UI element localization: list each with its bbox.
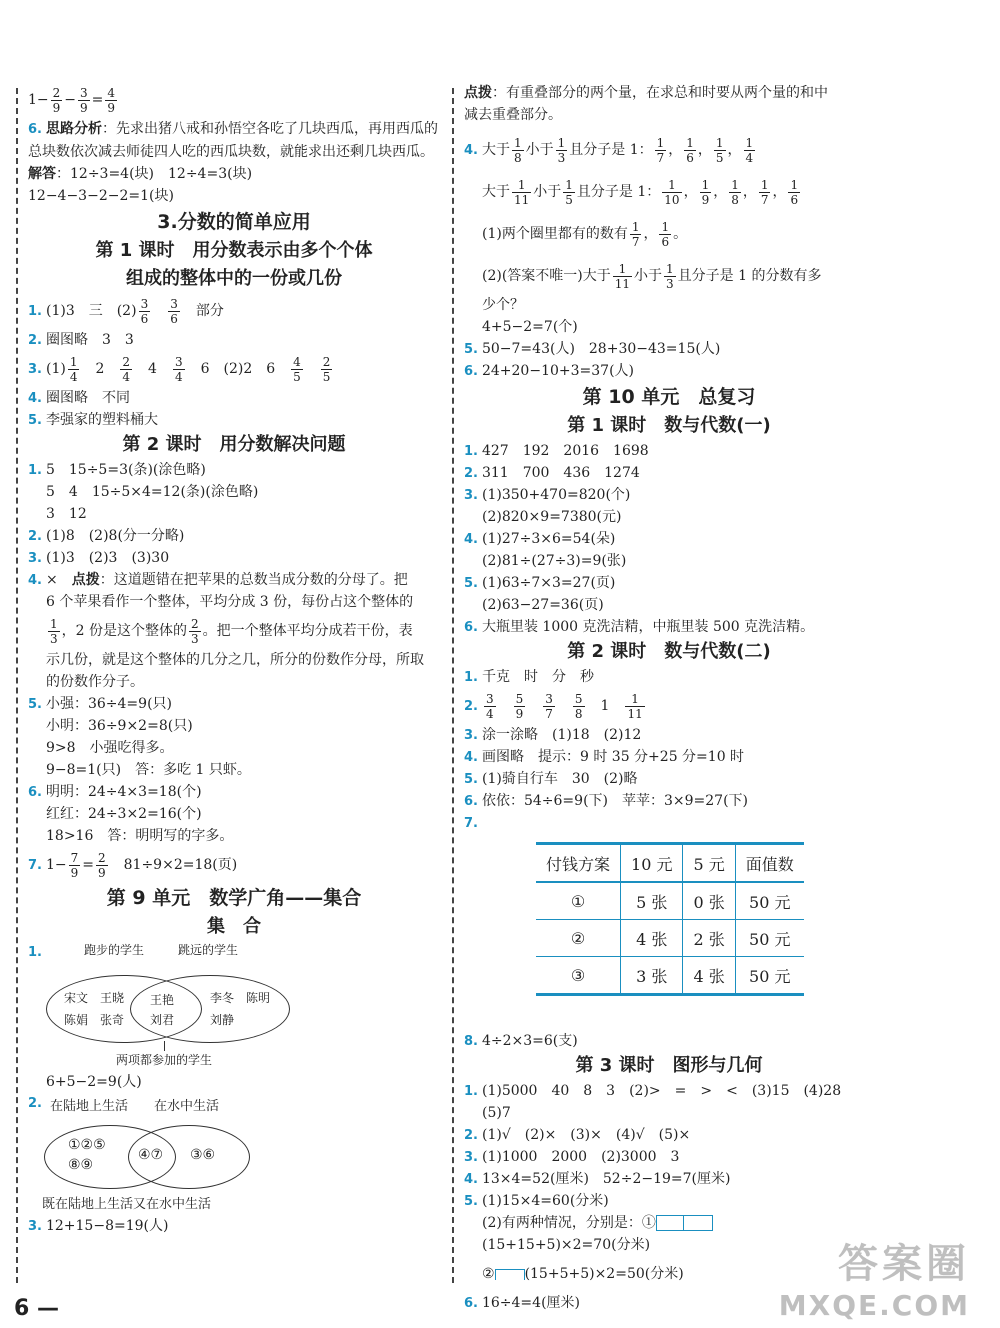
venn-text: ①②⑤ — [68, 1137, 106, 1153]
fraction: $\frac{5}{8}$ — [574, 691, 583, 721]
fraction: $\frac{1}{7}$ — [656, 135, 665, 165]
answer-line: (2)81÷(27÷3)=9(张) — [482, 553, 627, 569]
fraction: $\frac{5}{9}$ — [515, 691, 524, 721]
venn-text: ④⑦ — [138, 1147, 164, 1163]
answer-6: 6. 24+20−10+3=37(人) — [464, 363, 634, 379]
answer-line: 少个？ — [482, 297, 524, 313]
answer-1: 1. (1)5000 40 8 3 (2)> = > < (3)15 (4)28 — [464, 1083, 842, 1099]
fraction: $\frac{2}{4}$ — [122, 354, 131, 384]
venn-text: 李冬 陈明 — [210, 991, 271, 1005]
unit-title: 第 9 单元 数学广角——集合 — [106, 887, 362, 909]
column-header: 5 元 — [683, 844, 735, 883]
answer-line: 1− $\frac{2}{9}$ − $\frac{3}{9}$ = $\frac{4}{9}$ — [28, 85, 116, 115]
venn-text: ⑧⑨ — [68, 1157, 94, 1173]
answer-3: 3. (1)350+470=820(个) — [464, 487, 631, 503]
fraction: $\frac{1}{11}$ — [627, 691, 643, 721]
table-row: ③ 3 张 4 张 50 元 — [536, 957, 804, 995]
venn-label: 跑步的学生 — [84, 943, 145, 957]
fraction: $\frac{1}{7}$ — [760, 177, 769, 207]
fraction: $\frac{2}{9}$ — [98, 850, 106, 880]
fraction: $\frac{3}{4}$ — [485, 691, 494, 721]
fraction: $\frac{1}{6}$ — [661, 219, 670, 249]
venn-label: 跳远的学生 — [178, 943, 239, 957]
answer-line: 的份数作分子。 — [46, 674, 144, 690]
lesson-title: 第 2 课时 用分数解决问题 — [122, 434, 346, 455]
lesson-title: 第 1 课时 用分数表示由多个个体 — [95, 240, 373, 261]
answer-5: 5. 50−7=43(人) 28+30−43=15(人) — [464, 341, 721, 357]
answer-6: 6. 大瓶里装 1000 克洗洁精，中瓶里装 500 克洗洁精。 — [464, 619, 815, 635]
answer-2: 2. 圈图略 3 3 — [28, 332, 134, 348]
left-margin-dashes — [16, 88, 18, 1283]
right-column — [464, 82, 874, 1314]
answer-4: 4. 画图略 提示：9 时 35 分+25 分=10 时 — [464, 749, 745, 765]
answer-line: 3 12 — [46, 506, 87, 522]
table-row: ① 5 张 0 张 50 元 — [536, 882, 804, 920]
answer-8: 8. 4÷2×3=6(支) — [464, 1033, 578, 1049]
answer-line: ② (15+5+5)×2=50(分米) — [482, 1266, 684, 1282]
answer-1: 1. 跑步的学生 跳远的学生 — [28, 943, 239, 960]
answer-line: 大于 $\frac{1}{11}$ 小于 $\frac{1}{5}$ 且分子是 1： $\frac{1}{10}$ ， $\frac{1}{9}$ ， $\frac{1}{8}$ ， $\frac{1}{7}$ ， $\frac{1}{6}$ — [482, 177, 799, 207]
answer-line: 18>16 答：明明写的字多。 — [46, 828, 234, 844]
answer-1: 1. 千克 时 分 秒 — [464, 669, 594, 685]
answer-5: 5. 李强家的塑料桶大 — [28, 412, 158, 428]
rectangle-drawing — [684, 1215, 713, 1231]
answer-6-solution: 解答：12÷3=4(块) 12÷4=3(块) — [28, 166, 253, 182]
venn-text: 王艳 — [150, 993, 175, 1007]
lesson-title: 组成的整体中的一份或几份 — [126, 268, 342, 289]
answer-3: 3. 涂一涂略 (1)18 (2)12 — [464, 727, 642, 743]
answer-6-analysis: 6. 思路分析：先求出猪八戒和孙悟空各吃了几块西瓜，再用西瓜的总块数依次减去师徒四人吃的西瓜块数，就能求出还剩几块西瓜。 — [28, 121, 438, 160]
answer-4: 4. 圈图略 不同 — [28, 390, 130, 406]
answer-5: 5. 小强：36÷4=9(只) — [28, 696, 172, 712]
venn-text: 刘君 — [150, 1013, 175, 1027]
fraction: $\frac{1}{7}$ — [631, 219, 640, 249]
fraction: $\frac{1}{4}$ — [745, 135, 754, 165]
answer-2: 2. (1)√ (2)× (3)× (4)√ (5)× — [464, 1127, 691, 1143]
fraction: $\frac{3}{9}$ — [80, 85, 88, 115]
venn-diagram-sports — [42, 967, 302, 1067]
answer-6: 6. 明明：24÷4×3=18(个) — [28, 784, 202, 800]
arrow — [164, 1041, 165, 1051]
fraction: $\frac{1}{8}$ — [731, 177, 739, 207]
answer-line: 6 个苹果看作一个整体，平均分成 3 份，每份占这个整体的 — [46, 594, 414, 610]
venn-circle — [130, 975, 290, 1043]
answer-line: 6+5−2=9(人) — [46, 1074, 142, 1090]
venn-text: 陈娟 张奇 — [64, 1013, 125, 1027]
fraction: $\frac{1}{3}$ — [50, 616, 58, 646]
fraction: $\frac{1}{11}$ — [514, 177, 530, 207]
answer-line: (2)(答案不唯一)大于 $\frac{1}{11}$ 小于 $\frac{1}{3}$ 且分子是 1 的分数有多 — [482, 261, 822, 291]
answer-7: 7. 1− $\frac{7}{9}$ = $\frac{2}{9}$ 81÷9×2=18(页) — [28, 850, 238, 880]
venn-text: ③⑥ — [190, 1147, 216, 1163]
answer-3: 3. (1)3 (2)3 (3)30 — [28, 550, 170, 566]
fraction: $\frac{4}{5}$ — [293, 354, 301, 384]
fraction: $\frac{3}{6}$ — [170, 296, 178, 326]
column-header: 10 元 — [621, 844, 683, 883]
answer-4: 4. 13×4=52(厘米) 52÷2−19=7(厘米) — [464, 1171, 731, 1187]
fraction: $\frac{3}{4}$ — [174, 354, 183, 384]
venn-label: 既在陆地上生活又在水中生活 — [42, 1197, 212, 1212]
answer-line: 5 4 15÷5×4=12(条)(涂色略) — [46, 484, 259, 500]
fraction: $\frac{1}{6}$ — [790, 177, 799, 207]
table-row: ② 4 张 2 张 50 元 — [536, 920, 804, 957]
answer-3: 3. (1) $\frac{1}{4}$ 2 $\frac{2}{4}$ 4 $\frac{3}{4}$ 6 (2)2 6 $\frac{4}{5}$ $\frac{2}{5}$ — [28, 354, 331, 384]
page-number: 6 — — [14, 1296, 59, 1321]
lesson-title: 集 合 — [207, 916, 261, 937]
fraction: $\frac{1}{3}$ — [666, 261, 674, 291]
answer-line: (2)820×9=7380(元) — [482, 509, 622, 525]
tip-line: 减去重叠部分。 — [464, 107, 562, 123]
lesson-title: 第 3 课时 图形与几何 — [575, 1055, 763, 1076]
fraction: $\frac{1}{6}$ — [686, 135, 694, 165]
answer-line: $\frac{1}{3}$ ，2 份是这个整体的 $\frac{2}{3}$ 。把一个整体平均分成若干份，表 — [50, 616, 413, 646]
fraction: $\frac{1}{11}$ — [614, 261, 631, 291]
tip-line: 点拨：有重叠部分的两个量，在求总和时要从两个量的和中 — [464, 85, 828, 101]
answer-1: 1. (1)3 三 (2) $\frac{3}{6}$ $\frac{3}{6}$ 部分 — [28, 296, 224, 326]
answer-line: 12−4−3−2−2=1(块) — [28, 188, 174, 204]
answer-6: 6. 16÷4=4(厘米) — [464, 1295, 580, 1311]
venn-text: 宋文 王晓 — [64, 991, 125, 1005]
answer-line: (15+15+5)×2=70(分米) — [482, 1237, 651, 1253]
lesson-title: 第 1 课时 数与代数(一) — [567, 415, 771, 436]
venn-label: 在陆地上生活 — [50, 1099, 129, 1114]
fraction: $\frac{4}{9}$ — [107, 85, 116, 115]
lesson-title: 第 2 课时 数与代数(二) — [567, 641, 771, 662]
answer-line: (2)有两种情况，分别是：① — [464, 1212, 874, 1234]
payment-table — [536, 842, 804, 996]
fraction: $\frac{2}{3}$ — [191, 616, 199, 646]
table-header — [536, 844, 804, 883]
answer-line: 9>8 小强吃得多。 — [46, 740, 174, 756]
fraction: $\frac{7}{9}$ — [70, 850, 79, 880]
unit-title: 第 10 单元 总复习 — [582, 386, 756, 408]
answer-2: 2. 311 700 436 1274 — [464, 465, 640, 481]
column-divider — [452, 88, 454, 1283]
answer-line: 示几份，就是这个整体的几分之几，所分的份数作分母，所取 — [46, 652, 424, 668]
column-header: 付钱方案 — [536, 844, 621, 883]
answer-4: 4. 大于 $\frac{1}{8}$ 小于 $\frac{1}{3}$ 且分子是 1： $\frac{1}{7}$ ， $\frac{1}{6}$ ， $\frac{1}{5}$ ， $\frac{1}{4}$ — [464, 135, 754, 165]
fraction: $\frac{3}{6}$ — [140, 296, 149, 326]
answer-4: 4. × 点拨：这道题错在把苹果的总数当成分数的分母了。把 — [28, 572, 408, 588]
venn-text: 刘静 — [210, 1013, 235, 1027]
fraction: $\frac{2}{9}$ — [52, 85, 61, 115]
fraction: $\frac{2}{5}$ — [322, 354, 331, 384]
rectangle-drawing — [656, 1215, 684, 1231]
column-header: 面值数 — [735, 844, 804, 883]
fraction: $\frac{1}{3}$ — [557, 135, 566, 165]
fraction: $\frac{3}{7}$ — [545, 691, 553, 721]
venn-label: 两项都参加的学生 — [116, 1053, 213, 1067]
fraction: $\frac{1}{4}$ — [69, 354, 78, 384]
answer-5: 5. (1)63÷7×3=27(页) — [464, 575, 616, 591]
fraction: $\frac{1}{10}$ — [664, 177, 680, 207]
left-column — [28, 82, 440, 1237]
answer-line: 9−8=1(只) 答：多吃 1 只虾。 — [46, 762, 251, 778]
answer-line: 4+5−2=7(个) — [482, 319, 578, 335]
answer-3: 3. (1)1000 2000 (2)3000 3 — [464, 1149, 680, 1165]
section-title: 3.分数的简单应用 — [157, 211, 311, 233]
answer-2: 2. (1)8 (2)8(分一分略) — [28, 528, 185, 544]
answer-5: 5. (1)15×4=60(分米) — [464, 1193, 609, 1209]
venn-label: 在水中生活 — [154, 1099, 220, 1114]
answer-line: 小明：36÷9×2=8(只) — [46, 718, 193, 734]
answer-4: 4. (1)27÷3×6=54(朵) — [464, 531, 616, 547]
answer-line: (1)两个圈里都有的数有 $\frac{1}{7}$ ， $\frac{1}{6}$ 。 — [482, 219, 688, 249]
venn-diagram-habitat — [42, 1117, 302, 1215]
answer-7: 7. — [464, 816, 478, 831]
answer-line: (2)63−27=36(页) — [482, 597, 604, 613]
answer-line: 红红：24÷3×2=16(个) — [46, 806, 202, 822]
answer-5: 5. (1)骑自行车 30 (2)略 — [464, 771, 638, 787]
answer-line: (5)7 — [482, 1105, 511, 1121]
fraction: $\frac{1}{5}$ — [715, 135, 724, 165]
fraction: $\frac{1}{8}$ — [513, 135, 522, 165]
answer-1: 1. 5 15÷5=3(条)(涂色略) — [28, 462, 206, 478]
fraction: $\frac{1}{5}$ — [565, 177, 573, 207]
answer-2: 2. $\frac{3}{4}$ $\frac{5}{9}$ $\frac{3}{7}$ $\frac{5}{8}$ 1 $\frac{1}{11}$ — [464, 691, 643, 721]
watermark-logo: 答案圈 MXQE.COM — [778, 1241, 970, 1322]
answer-2: 2. 在陆地上生活 在水中生活 — [28, 1096, 220, 1114]
fraction: $\frac{1}{9}$ — [701, 177, 710, 207]
answer-3: 3. 12+15−8=19(人) — [28, 1218, 169, 1234]
rectangle-drawing — [495, 1269, 525, 1280]
answer-6: 6. 依依：54÷6=9(下) 苹苹：3×9=27(下) — [464, 793, 749, 809]
answer-1: 1. 427 192 2016 1698 — [464, 443, 649, 459]
